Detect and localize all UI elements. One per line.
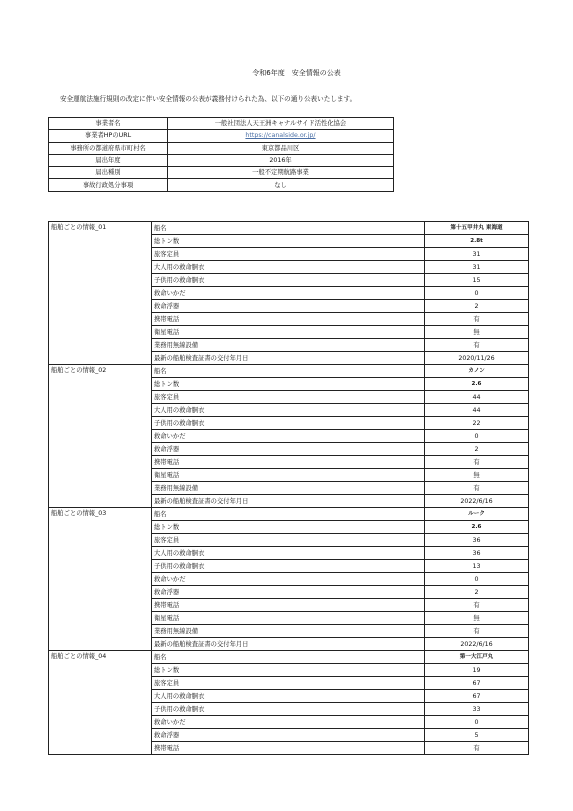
ship-row	[49, 365, 529, 378]
ship-field-value: 67	[425, 690, 529, 703]
ship-field-label: 船名	[152, 508, 425, 521]
summary-row	[49, 154, 394, 166]
ship-group-label: 船舶ごとの情報_03	[49, 508, 152, 651]
ship-field-value: 2.6	[425, 378, 529, 391]
ship-field-value: 13	[425, 560, 529, 573]
ship-field-label: 旅客定員	[152, 534, 425, 547]
ship-field-label: 業務用無線設備	[152, 482, 425, 495]
ship-field-value: 44	[425, 391, 529, 404]
ship-field-value: 31	[425, 261, 529, 274]
ship-field-value: 67	[425, 677, 529, 690]
ship-field-value: 2	[425, 300, 529, 313]
ship-group-label: 船舶ごとの情報_02	[49, 365, 152, 508]
ship-field-value: 36	[425, 534, 529, 547]
ship-field-value: 44	[425, 404, 529, 417]
summary-label: 届出年度	[49, 154, 168, 166]
ship-field-label: 大人用の救命胴衣	[152, 547, 425, 560]
ship-field-label: 救命いかだ	[152, 287, 425, 300]
summary-value: 一般社団法人天王洲キャナルサイド活性化協会	[168, 118, 394, 130]
summary-row	[49, 130, 394, 142]
ship-field-value: 15	[425, 274, 529, 287]
ship-row	[49, 222, 529, 235]
ship-field-label: 携帯電話	[152, 313, 425, 326]
summary-value: 2016年	[168, 154, 394, 166]
ship-field-label: 総トン数	[152, 664, 425, 677]
ship-field-label: 旅客定員	[152, 391, 425, 404]
summary-row	[49, 118, 394, 130]
ship-field-value: 31	[425, 248, 529, 261]
ship-field-label: 携帯電話	[152, 742, 425, 755]
ship-field-value: 有	[425, 339, 529, 352]
ship-field-value: 有	[425, 625, 529, 638]
ship-field-value: 33	[425, 703, 529, 716]
ship-field-value: 22	[425, 417, 529, 430]
ship-field-label: 業務用無線設備	[152, 625, 425, 638]
intro-text: 安全運航法施行規則の改定に伴い安全情報の公表が義務付けられた為、以下の通り公表いたします。	[60, 95, 357, 103]
ship-field-label: 最新の船舶検査証書の交付年月日	[152, 352, 425, 365]
ship-field-label: 携帯電話	[152, 456, 425, 469]
summary-row	[49, 142, 394, 154]
ship-field-label: 救命浮器	[152, 443, 425, 456]
ship-field-value: 0	[425, 716, 529, 729]
summary-value: 東京都品川区	[168, 142, 394, 154]
ship-field-value: カノン	[425, 365, 529, 378]
ship-field-label: 船名	[152, 365, 425, 378]
summary-row	[49, 179, 394, 191]
ship-field-label: 大人用の救命胴衣	[152, 261, 425, 274]
ship-field-value: 有	[425, 313, 529, 326]
page-title: 令和6年度 安全情報の公表	[252, 69, 341, 77]
ship-field-label: 衛星電話	[152, 469, 425, 482]
ship-field-value: 第一大江戸丸	[425, 651, 529, 664]
ship-field-label: 旅客定員	[152, 248, 425, 261]
ship-field-label: 救命いかだ	[152, 716, 425, 729]
ship-field-value: 第十五甲井丸 東海道	[425, 222, 529, 235]
ship-field-label: 救命浮器	[152, 729, 425, 742]
ship-field-label: 大人用の救命胴衣	[152, 404, 425, 417]
summary-value: 一般不定期航路事業	[168, 167, 394, 179]
ship-row	[49, 508, 529, 521]
ship-field-label: 業務用無線設備	[152, 339, 425, 352]
ship-field-label: 最新の船舶検査証書の交付年月日	[152, 495, 425, 508]
ship-field-value: 有	[425, 456, 529, 469]
ship-field-value: 有	[425, 599, 529, 612]
summary-label: 届出種別	[49, 167, 168, 179]
ship-field-value: 無	[425, 612, 529, 625]
ship-field-value: ルーク	[425, 508, 529, 521]
ship-field-value: 2.8t	[425, 235, 529, 248]
ship-field-label: 船名	[152, 222, 425, 235]
ship-field-label: 船名	[152, 651, 425, 664]
ship-field-value: 0	[425, 287, 529, 300]
ship-field-value: 5	[425, 729, 529, 742]
ship-field-value: 0	[425, 430, 529, 443]
ship-group-label: 船舶ごとの情報_01	[49, 222, 152, 365]
ship-field-value: 有	[425, 482, 529, 495]
ship-field-value: 2022/6/16	[425, 638, 529, 651]
ship-field-label: 救命いかだ	[152, 430, 425, 443]
ship-field-value: 2020/11/26	[425, 352, 529, 365]
ship-field-value: 36	[425, 547, 529, 560]
ship-field-label: 子供用の救命胴衣	[152, 703, 425, 716]
ship-field-label: 総トン数	[152, 521, 425, 534]
summary-label: 事業者HPのURL	[49, 130, 168, 142]
ship-field-label: 大人用の救命胴衣	[152, 690, 425, 703]
summary-label: 事故行政処分事項	[49, 179, 168, 191]
ship-field-label: 最新の船舶検査証書の交付年月日	[152, 638, 425, 651]
ship-field-label: 総トン数	[152, 235, 425, 248]
ship-field-value: 2	[425, 443, 529, 456]
ship-field-label: 救命浮器	[152, 586, 425, 599]
ship-field-value: 2.6	[425, 521, 529, 534]
ship-field-value: 2	[425, 586, 529, 599]
ship-field-value: 2022/6/16	[425, 495, 529, 508]
summary-value	[168, 130, 394, 142]
ship-field-label: 子供用の救命胴衣	[152, 274, 425, 287]
ship-field-value: 無	[425, 469, 529, 482]
ship-field-value: 19	[425, 664, 529, 677]
ship-field-value: 無	[425, 326, 529, 339]
summary-row	[49, 167, 394, 179]
ship-field-label: 救命浮器	[152, 300, 425, 313]
operator-url-link[interactable]: https://canalside.or.jp/	[245, 132, 316, 140]
summary-value: なし	[168, 179, 394, 191]
ship-field-label: 衛星電話	[152, 326, 425, 339]
ship-info-table	[48, 221, 529, 755]
ship-field-label: 携帯電話	[152, 599, 425, 612]
operator-summary-table	[48, 117, 394, 192]
ship-field-label: 衛星電話	[152, 612, 425, 625]
ship-field-label: 総トン数	[152, 378, 425, 391]
summary-label: 事業者名	[49, 118, 168, 130]
ship-group-label: 船舶ごとの情報_04	[49, 651, 152, 755]
ship-row	[49, 651, 529, 664]
ship-field-label: 救命いかだ	[152, 573, 425, 586]
ship-field-label: 旅客定員	[152, 677, 425, 690]
ship-field-value: 0	[425, 573, 529, 586]
ship-field-value: 有	[425, 742, 529, 755]
summary-label: 事務所の都道府県市町村名	[49, 142, 168, 154]
ship-field-label: 子供用の救命胴衣	[152, 560, 425, 573]
ship-field-label: 子供用の救命胴衣	[152, 417, 425, 430]
